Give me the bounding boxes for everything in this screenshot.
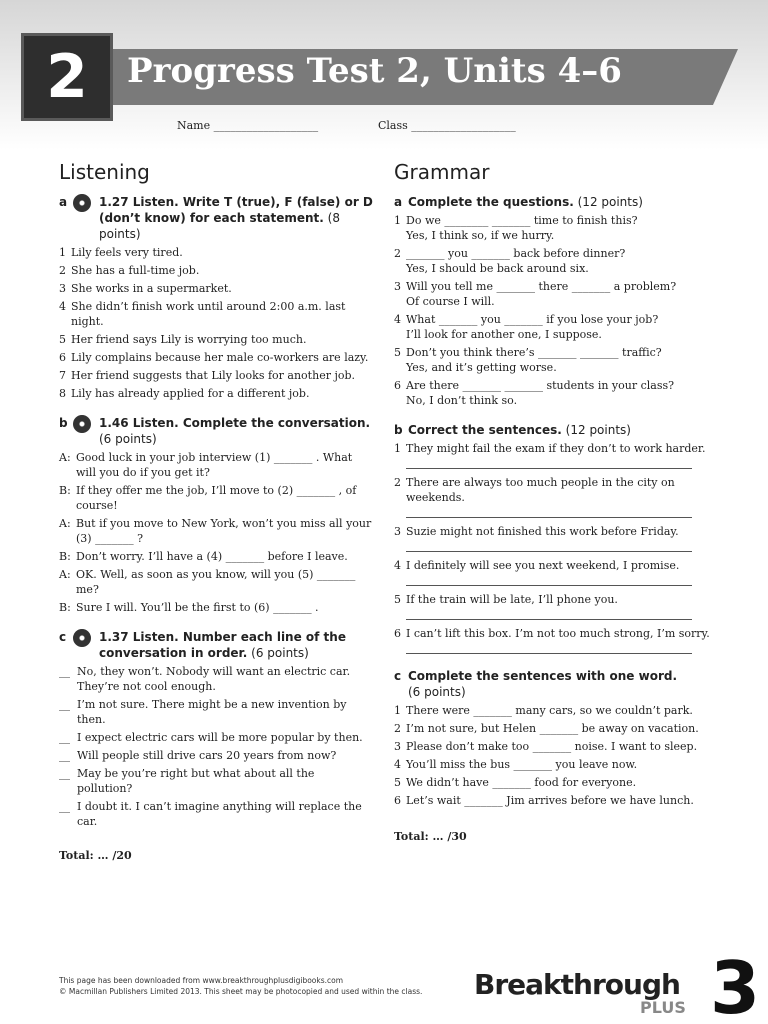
question-text: Don’t you think there’s _______ _______ traffic? bbox=[406, 346, 662, 359]
item-text: Her friend says Lily is worrying too much. bbox=[71, 333, 307, 346]
item-text: She didn’t finish work until around 2:00 a.m. last night. bbox=[71, 300, 346, 328]
speaker-label: B: bbox=[59, 550, 71, 563]
conversation-line bbox=[59, 697, 373, 727]
item-number: 6 bbox=[59, 351, 66, 364]
answer-line bbox=[406, 619, 692, 620]
question-item bbox=[394, 213, 712, 243]
answer-text: Yes, I should be back around six. bbox=[406, 262, 589, 275]
item-number: 7 bbox=[59, 369, 66, 382]
item-text: There are always too much people in the city on weekends. bbox=[406, 476, 675, 504]
question-item bbox=[394, 312, 712, 342]
line-text: Good luck in your job interview (1) _______ . What will you do if you get it? bbox=[76, 451, 353, 479]
item-number: 4 bbox=[394, 313, 401, 326]
item-text: I can’t lift this box. I’m not too much strong, I’m sorry. bbox=[406, 627, 710, 640]
answer-line bbox=[406, 517, 692, 518]
item-text: She has a full-time job. bbox=[71, 264, 200, 277]
answer-line bbox=[406, 653, 692, 654]
conversation-line bbox=[59, 799, 373, 829]
item-number: 1 bbox=[394, 704, 401, 717]
listening-task-a-items bbox=[59, 245, 373, 401]
listening-task-a-heading bbox=[59, 194, 373, 242]
listening-task-b-heading bbox=[59, 415, 373, 447]
answer-text: Yes, and it’s getting worse. bbox=[406, 361, 557, 374]
grammar-task-c-items bbox=[394, 703, 712, 808]
answer-text: No, I don’t think so. bbox=[406, 394, 518, 407]
list-item bbox=[394, 793, 712, 808]
question-item bbox=[394, 279, 712, 309]
item-number: 2 bbox=[59, 264, 66, 277]
page-title: Progress Test 2, Units 4–6 bbox=[127, 51, 622, 91]
question-item bbox=[394, 246, 712, 276]
item-number: 1 bbox=[394, 442, 401, 455]
item-number: 1 bbox=[59, 246, 66, 259]
list-item bbox=[59, 245, 373, 260]
task-points: (6 points) bbox=[408, 685, 466, 699]
audio-cd-icon bbox=[73, 194, 91, 212]
unit-number: 2 bbox=[46, 42, 88, 112]
list-item bbox=[394, 739, 712, 754]
question-block bbox=[406, 246, 712, 276]
task-instruction: 1.27 Listen. Write T (true), F (false) or D (don’t know) for each statement. bbox=[99, 195, 373, 225]
order-blank: __ bbox=[59, 749, 70, 762]
item-text: She works in a supermarket. bbox=[71, 282, 232, 295]
item-text: I definitely will see you next weekend, I promise. bbox=[406, 559, 680, 572]
answer-line bbox=[406, 468, 692, 469]
item-number: 6 bbox=[394, 379, 401, 392]
conversation-line bbox=[59, 450, 373, 480]
order-blank: __ bbox=[59, 698, 70, 711]
task-instruction: 1.37 Listen. Number each line of the conversation in order. bbox=[99, 630, 346, 660]
line-text: I’m not sure. There might be a new invention by then. bbox=[77, 698, 347, 726]
item-text: Her friend suggests that Lily looks for another job. bbox=[71, 369, 356, 382]
grammar-task-a-items bbox=[394, 213, 712, 408]
item-text: They might fail the exam if they don’t to work harder. bbox=[406, 442, 706, 455]
list-item bbox=[59, 281, 373, 296]
footer-copyright bbox=[59, 975, 422, 997]
conversation-line bbox=[59, 567, 373, 597]
task-letter: c bbox=[394, 669, 402, 683]
task-instruction: Complete the questions. bbox=[408, 195, 574, 209]
order-blank: __ bbox=[59, 731, 70, 744]
line-text: May be you’re right but what about all the pollution? bbox=[77, 767, 315, 795]
name-field-label: Name ___________________ bbox=[177, 119, 319, 132]
brand-level-number: 3 bbox=[710, 946, 761, 1024]
question-text: Are there _______ _______ students in your class? bbox=[406, 379, 675, 392]
line-text: OK. Well, as soon as you know, will you (5) _______ me? bbox=[76, 568, 356, 596]
task-instruction: Correct the sentences. bbox=[408, 423, 562, 437]
item-text: If the train will be late, I’ll phone you. bbox=[406, 593, 618, 606]
line-text: I doubt it. I can’t imagine anything will replace the car. bbox=[77, 800, 362, 828]
line-text: I expect electric cars will be more popular by then. bbox=[77, 731, 363, 744]
speaker-label: B: bbox=[59, 484, 71, 497]
listening-task-b-conversation bbox=[59, 450, 373, 615]
question-block bbox=[406, 213, 712, 243]
question-text: _______ you _______ back before dinner? bbox=[406, 247, 626, 260]
conversation-line bbox=[59, 483, 373, 513]
list-item bbox=[394, 721, 712, 736]
speaker-label: A: bbox=[59, 517, 71, 530]
list-item bbox=[59, 350, 373, 365]
grammar-total: Total: … /30 bbox=[394, 830, 467, 843]
item-number: 3 bbox=[394, 280, 401, 293]
order-blank: __ bbox=[59, 665, 70, 678]
listening-title: Listening bbox=[59, 160, 150, 184]
list-item bbox=[394, 626, 712, 641]
line-text: If they offer me the job, I’ll move to (2) _______ , of course! bbox=[76, 484, 357, 512]
question-block bbox=[406, 378, 712, 408]
brand-plus: PLUS bbox=[640, 998, 686, 1017]
footer-line-2: © Macmillan Publishers Limited 2013. This sheet may be photocopied and used within the class. bbox=[59, 987, 423, 996]
task-instruction: Complete the sentences with one word. bbox=[408, 669, 678, 683]
answer-line bbox=[406, 585, 692, 586]
item-text: Lily has already applied for a different job. bbox=[71, 387, 310, 400]
grammar-title: Grammar bbox=[394, 160, 490, 184]
listening-task-c-lines bbox=[59, 664, 373, 829]
speaker-label: B: bbox=[59, 601, 71, 614]
answer-text: I’ll look for another one, I suppose. bbox=[406, 328, 602, 341]
unit-number-box bbox=[21, 33, 113, 121]
item-text: Please don’t make too _______ noise. I want to sleep. bbox=[406, 740, 698, 753]
task-points: (6 points) bbox=[99, 432, 157, 446]
conversation-line bbox=[59, 549, 373, 564]
list-item bbox=[59, 263, 373, 278]
item-text: Suzie might not finished this work before Friday. bbox=[406, 525, 679, 538]
item-number: 3 bbox=[394, 740, 401, 753]
question-text: What _______ you _______ if you lose your job? bbox=[406, 313, 659, 326]
item-number: 1 bbox=[394, 214, 401, 227]
conversation-line bbox=[59, 600, 373, 615]
answer-text: Of course I will. bbox=[406, 295, 495, 308]
item-text: I’m not sure, but Helen _______ be away on vacation. bbox=[406, 722, 699, 735]
item-number: 6 bbox=[394, 794, 401, 807]
question-item bbox=[394, 345, 712, 375]
list-item bbox=[394, 475, 712, 505]
line-text: Sure I will. You’ll be the first to (6) _______ . bbox=[76, 601, 319, 614]
conversation-line bbox=[59, 766, 373, 796]
order-blank: __ bbox=[59, 800, 70, 813]
question-text: Do we ________ _______ time to finish this? bbox=[406, 214, 638, 227]
question-block bbox=[406, 279, 712, 309]
list-item bbox=[394, 757, 712, 772]
list-item bbox=[59, 332, 373, 347]
task-letter: c bbox=[59, 630, 67, 644]
conversation-line bbox=[59, 516, 373, 546]
listening-section bbox=[59, 160, 373, 862]
answer-text: Yes, I think so, if we hurry. bbox=[406, 229, 555, 242]
conversation-line bbox=[59, 664, 373, 694]
question-block bbox=[406, 312, 712, 342]
task-instruction: 1.46 Listen. Complete the conversation. bbox=[99, 416, 371, 430]
line-text: Don’t worry. I’ll have a (4) _______ before I leave. bbox=[76, 550, 348, 563]
task-points: (12 points) bbox=[577, 195, 643, 209]
item-number: 5 bbox=[59, 333, 66, 346]
order-blank: __ bbox=[59, 767, 70, 780]
item-text: You’ll miss the bus _______ you leave now. bbox=[406, 758, 638, 771]
answer-line bbox=[406, 551, 692, 552]
question-block bbox=[406, 345, 712, 375]
item-number: 2 bbox=[394, 722, 401, 735]
item-text: Let’s wait _______ Jim arrives before we have lunch. bbox=[406, 794, 694, 807]
grammar-section bbox=[394, 160, 712, 843]
grammar-task-c-heading bbox=[394, 668, 712, 700]
listening-task-c-heading bbox=[59, 629, 373, 661]
conversation-line bbox=[59, 748, 373, 763]
task-points: (12 points) bbox=[565, 423, 631, 437]
task-points: (6 points) bbox=[251, 646, 309, 660]
line-text: Will people still drive cars 20 years from now? bbox=[77, 749, 337, 762]
question-text: Will you tell me _______ there _______ a problem? bbox=[406, 280, 677, 293]
item-number: 6 bbox=[394, 627, 401, 640]
task-letter: b bbox=[59, 416, 68, 430]
line-text: No, they won’t. Nobody will want an electric car. They’re not cool enough. bbox=[77, 665, 351, 693]
item-number: 4 bbox=[394, 559, 401, 572]
class-field-label: Class ___________________ bbox=[378, 119, 516, 132]
item-number: 4 bbox=[59, 300, 66, 313]
item-text: We didn’t have _______ food for everyone. bbox=[406, 776, 637, 789]
brand-logo: Breakthrough bbox=[474, 968, 680, 1001]
list-item bbox=[59, 386, 373, 401]
item-number: 5 bbox=[394, 593, 401, 606]
task-letter: a bbox=[394, 195, 403, 209]
conversation-line bbox=[59, 730, 373, 745]
grammar-task-a-heading bbox=[394, 194, 712, 210]
item-number: 2 bbox=[394, 247, 401, 260]
item-number: 4 bbox=[394, 758, 401, 771]
listening-total: Total: … /20 bbox=[59, 849, 132, 862]
item-number: 5 bbox=[394, 776, 401, 789]
item-number: 8 bbox=[59, 387, 66, 400]
audio-cd-icon bbox=[73, 629, 91, 647]
list-item bbox=[59, 368, 373, 383]
item-number: 3 bbox=[394, 525, 401, 538]
item-text: There were _______ many cars, so we couldn’t park. bbox=[406, 704, 693, 717]
audio-cd-icon bbox=[73, 415, 91, 433]
list-item bbox=[394, 524, 712, 539]
task-letter: a bbox=[59, 195, 68, 209]
list-item bbox=[59, 299, 373, 329]
speaker-label: A: bbox=[59, 451, 71, 464]
footer-line-1: This page has been downloaded from www.breakthroughplusdigibooks.com bbox=[59, 976, 344, 985]
item-number: 3 bbox=[59, 282, 66, 295]
task-letter: b bbox=[394, 423, 403, 437]
item-number: 5 bbox=[394, 346, 401, 359]
task-points: (8 points) bbox=[99, 211, 340, 241]
item-text: Lily feels very tired. bbox=[71, 246, 183, 259]
list-item bbox=[394, 775, 712, 790]
line-text: But if you move to New York, won’t you miss all your (3) _______ ? bbox=[76, 517, 372, 545]
list-item bbox=[394, 558, 712, 573]
speaker-label: A: bbox=[59, 568, 71, 581]
list-item bbox=[394, 592, 712, 607]
grammar-task-b-heading bbox=[394, 422, 712, 438]
grammar-task-b-items bbox=[394, 441, 712, 654]
question-item bbox=[394, 378, 712, 408]
item-number: 2 bbox=[394, 476, 401, 489]
list-item bbox=[394, 441, 712, 456]
item-text: Lily complains because her male co-workers are lazy. bbox=[71, 351, 369, 364]
list-item bbox=[394, 703, 712, 718]
